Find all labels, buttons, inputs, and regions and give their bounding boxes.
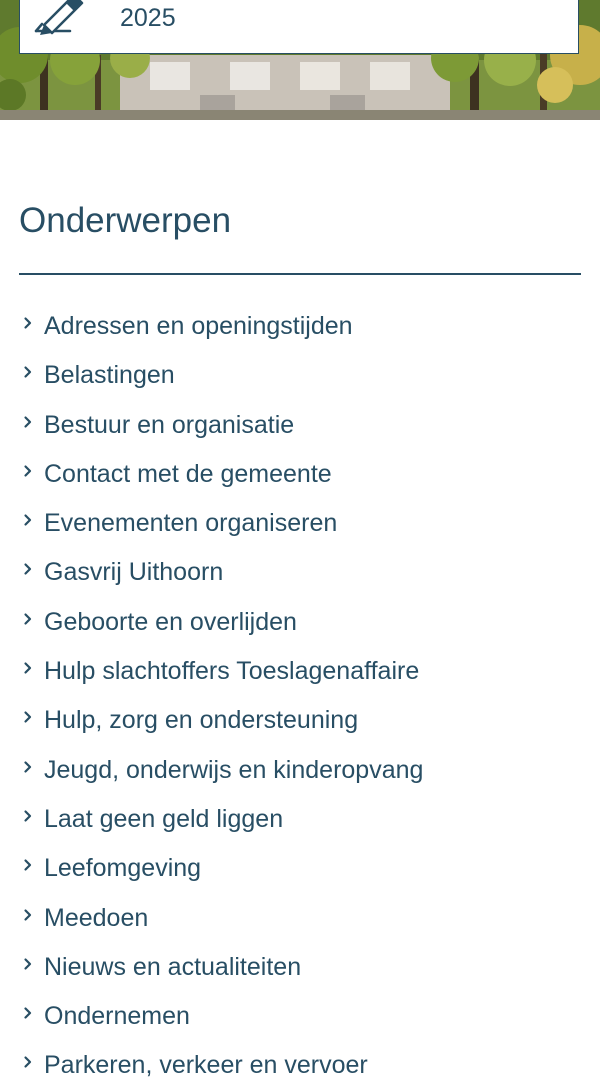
- topic-link-bestuur[interactable]: [0, 401, 600, 450]
- topic-link-parkeren[interactable]: [0, 1041, 600, 1090]
- topic-link-meedoen[interactable]: [0, 894, 600, 943]
- topic-link-ondernemen[interactable]: [0, 992, 600, 1041]
- topic-label[interactable]: Hulp, zorg en ondersteuning: [44, 706, 359, 735]
- hero-banner-image: [0, 0, 600, 120]
- topic-label[interactable]: Bestuur en organisatie: [44, 410, 295, 439]
- topic-link-belastingen[interactable]: [0, 351, 600, 400]
- topic-link-toeslagenaffaire[interactable]: [0, 647, 600, 696]
- topic-link-leefomgeving[interactable]: [0, 844, 600, 893]
- topic-label[interactable]: Jeugd, onderwijs en kinderopvang: [44, 755, 424, 784]
- chevron-right-icon: [23, 464, 33, 478]
- topic-link-geld[interactable]: [0, 795, 600, 844]
- chevron-right-icon: [23, 661, 33, 675]
- section-divider: [19, 273, 581, 275]
- topic-label[interactable]: Hulp slachtoffers Toeslagenaffaire: [44, 657, 420, 686]
- topic-label[interactable]: Leefomgeving: [44, 854, 202, 883]
- chevron-right-icon: [23, 612, 33, 626]
- topic-label[interactable]: Nieuws en actualiteiten: [44, 952, 302, 981]
- topics-heading: Onderwerpen: [19, 201, 232, 240]
- topic-link-nieuws[interactable]: [0, 943, 600, 992]
- topic-label[interactable]: Meedoen: [44, 903, 149, 932]
- topic-label[interactable]: Gasvrij Uithoorn: [44, 558, 224, 587]
- chevron-right-icon: [23, 908, 33, 922]
- news-card-title[interactable]: 2025: [120, 4, 176, 32]
- topic-link-jeugd[interactable]: [0, 746, 600, 795]
- topic-label[interactable]: Ondernemen: [44, 1002, 190, 1031]
- chevron-right-icon: [23, 1006, 33, 1020]
- topic-link-gastvrij[interactable]: [0, 548, 600, 597]
- chevron-right-icon: [23, 957, 33, 971]
- chevron-right-icon: [23, 809, 33, 823]
- chevron-right-icon: [23, 415, 33, 429]
- chevron-right-icon: [23, 760, 33, 774]
- topic-link-contact[interactable]: [0, 450, 600, 499]
- topic-label[interactable]: Parkeren, verkeer en vervoer: [44, 1051, 368, 1080]
- topic-label[interactable]: Contact met de gemeente: [44, 459, 332, 488]
- topic-link-evenementen[interactable]: [0, 499, 600, 548]
- news-card[interactable]: [19, 0, 579, 54]
- topic-label[interactable]: Evenementen organiseren: [44, 509, 338, 538]
- topic-link-zorg[interactable]: [0, 696, 600, 745]
- topic-link-geboorte[interactable]: [0, 598, 600, 647]
- topic-label[interactable]: Belastingen: [44, 361, 175, 390]
- pencil-signing-icon: [28, 0, 98, 49]
- topic-label[interactable]: Geboorte en overlijden: [44, 607, 297, 636]
- topic-link-adressen[interactable]: [0, 302, 600, 351]
- chevron-right-icon: [23, 562, 33, 576]
- chevron-right-icon: [23, 710, 33, 724]
- topic-label[interactable]: Adressen en openingstijden: [44, 312, 353, 340]
- topic-label[interactable]: Laat geen geld liggen: [44, 804, 284, 833]
- chevron-right-icon: [23, 513, 33, 527]
- chevron-right-icon: [23, 1055, 33, 1069]
- chevron-right-icon: [23, 316, 33, 330]
- chevron-right-icon: [23, 858, 33, 872]
- chevron-right-icon: [23, 365, 33, 379]
- topics-list: [0, 302, 600, 1091]
